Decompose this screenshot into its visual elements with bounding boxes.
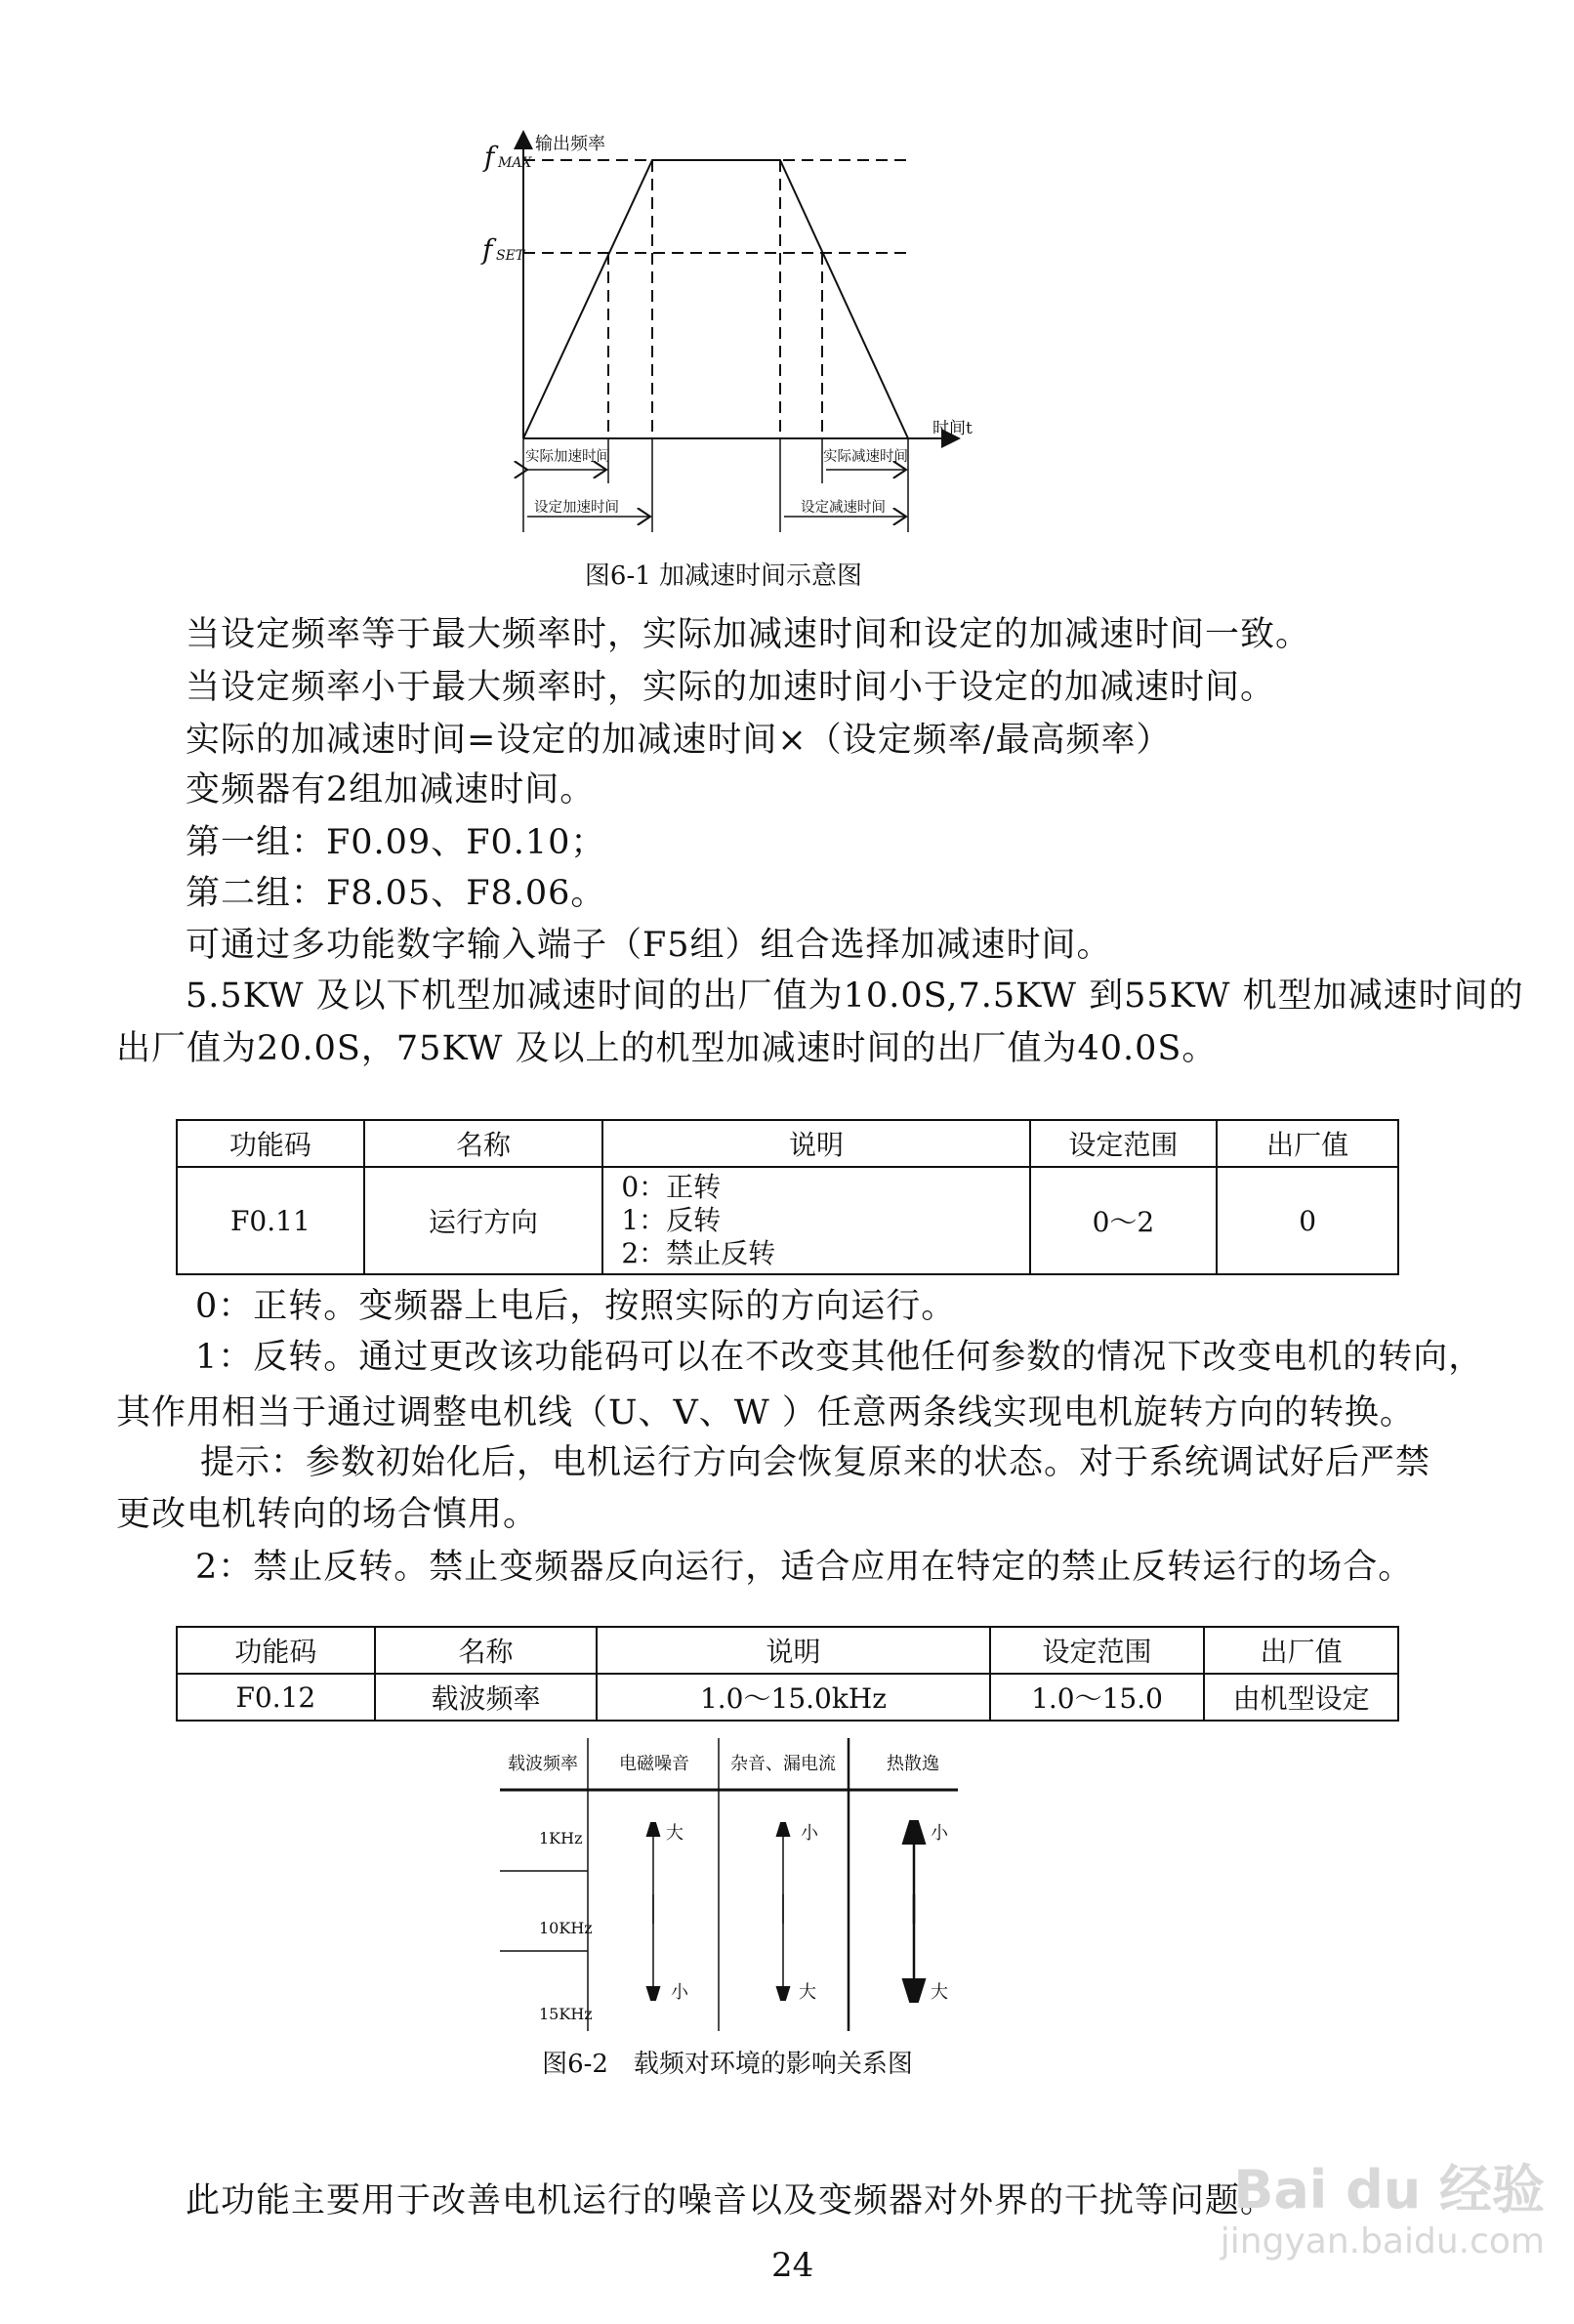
- frequency-curve: [523, 160, 908, 438]
- top-label: 小: [931, 1823, 948, 1844]
- default-cell: 由机型设定: [1204, 1674, 1398, 1721]
- fmax-sub: MAX: [498, 155, 532, 171]
- range-cell: 1.0～15.0: [990, 1674, 1205, 1721]
- paragraph: 第二组：F8.05、F8.06。: [186, 874, 606, 913]
- paragraph: 当设定频率小于最大频率时，实际的加速时间小于设定的加减速时间。: [186, 668, 1276, 707]
- header-cell: 说明: [602, 1120, 1029, 1167]
- table-row: [177, 1674, 1398, 1721]
- name-cell: 运行方向: [364, 1167, 603, 1274]
- table-header-row: [177, 1627, 1398, 1674]
- paragraph: 更改电机转向的场合慎用。: [116, 1495, 539, 1534]
- range-cell: 0～2: [1030, 1167, 1218, 1274]
- table-row: [177, 1167, 1398, 1274]
- default-cell: 0: [1217, 1167, 1398, 1274]
- fmax-label: f: [484, 141, 495, 173]
- figure2-caption: 图6-2 载频对环境的影响关系图: [542, 2050, 913, 2079]
- code-cell: F0.12: [177, 1674, 375, 1721]
- header-cell: 功能码: [177, 1120, 364, 1167]
- actual-accel-label: 实际加速时间: [525, 449, 610, 465]
- paragraph: 2：禁止反转。禁止变频器反向运行，适合应用在特定的禁止反转运行的场合。: [195, 1548, 1414, 1587]
- param-table-f0-12: [176, 1626, 1399, 1722]
- bottom-label: 大: [799, 1982, 816, 2003]
- bottom-label: 大: [931, 1982, 948, 2003]
- row-label: 10KHz: [539, 1919, 593, 1937]
- paragraph: 当设定频率等于最大频率时，实际加减速时间和设定的加减速时间一致。: [186, 615, 1311, 654]
- header-em-noise: 电磁噪音: [619, 1754, 689, 1774]
- fset-label: f: [482, 233, 493, 266]
- set-accel-label: 设定加速时间: [534, 500, 619, 516]
- figure1-caption: 图6-1 加减速时间示意图: [584, 561, 863, 591]
- header-cell: 名称: [375, 1627, 598, 1674]
- paragraph: 提示：参数初始化后，电机运行方向会恢复原来的状态。对于系统调试好后严禁: [200, 1443, 1431, 1482]
- closing-paragraph: 此功能主要用于改善电机运行的噪音以及变频器对外界的干扰等问题。: [186, 2181, 1276, 2220]
- desc-cell: 1.0～15.0kHz: [597, 1674, 989, 1721]
- param-table-f0-11: [176, 1119, 1399, 1275]
- paragraph: 可通过多功能数字输入端子（F5组）组合选择加减速时间。: [186, 926, 1112, 965]
- header-cell: 出厂值: [1217, 1120, 1398, 1167]
- set-decel-label: 设定减速时间: [801, 500, 886, 516]
- option: 2：禁止反转: [621, 1237, 776, 1269]
- paragraph: 1：反转。通过更改该功能码可以在不改变其他任何参数的情况下改变电机的转向，: [195, 1338, 1484, 1377]
- desc-cell: [602, 1167, 1029, 1274]
- paragraph: 其作用相当于通过调整电机线（U、V、W ）任意两条线实现电机旋转方向的转换。: [116, 1393, 1415, 1432]
- header-cell: 说明: [597, 1627, 989, 1674]
- header-cell: 出厂值: [1204, 1627, 1398, 1674]
- paragraph: 变频器有2组加减速时间。: [186, 770, 596, 809]
- paragraph: 第一组：F0.09、F0.10；: [186, 823, 606, 862]
- table-header-row: [177, 1120, 1398, 1167]
- accel-decel-diagram: [0, 0, 1574, 605]
- paragraph: 5.5KW 及以下机型加减速时间的出厂值为10.0S,7.5KW 到55KW 机型加减速时间的: [186, 976, 1524, 1016]
- y-axis-label: 输出频率: [535, 134, 605, 154]
- header-cell: 设定范围: [990, 1627, 1205, 1674]
- header-cell: 名称: [364, 1120, 603, 1167]
- paragraph: 0：正转。变频器上电后，按照实际的方向运行。: [195, 1287, 957, 1326]
- top-label: 大: [666, 1823, 683, 1844]
- row-label: 15KHz: [539, 2005, 593, 2023]
- code-cell: F0.11: [177, 1167, 364, 1274]
- header-heat: 热散逸: [887, 1754, 939, 1774]
- guide-lines: [523, 160, 908, 438]
- paragraph: 出厂值为20.0S，75KW 及以上的机型加减速时间的出厂值为40.0S。: [116, 1029, 1218, 1068]
- name-cell: 载波频率: [375, 1674, 598, 1721]
- option: 1：反转: [621, 1204, 722, 1236]
- header-carrier-frequency: 载波频率: [508, 1754, 578, 1774]
- watermark-url: jingyan.baidu.com: [1220, 2221, 1545, 2262]
- header-cell: 功能码: [177, 1627, 375, 1674]
- paragraph: 实际的加减速时间=设定的加减速时间×（设定频率/最高频率）: [186, 721, 1172, 760]
- carrier-frequency-diagram: [0, 1728, 1574, 2090]
- page-number: 24: [771, 2246, 814, 2285]
- x-axis-label: 时间t: [932, 419, 973, 438]
- top-label: 小: [801, 1823, 818, 1844]
- row-label: 1KHz: [539, 1829, 583, 1847]
- actual-decel-label: 实际减速时间: [823, 449, 908, 465]
- fset-sub: SET: [496, 248, 525, 264]
- header-noise-leakage: 杂音、漏电流: [730, 1754, 836, 1774]
- watermark-logo: Bai du 经验: [1233, 2159, 1545, 2220]
- header-cell: 设定范围: [1030, 1120, 1218, 1167]
- bottom-label: 小: [671, 1982, 688, 2003]
- option: 0：正转: [621, 1171, 722, 1203]
